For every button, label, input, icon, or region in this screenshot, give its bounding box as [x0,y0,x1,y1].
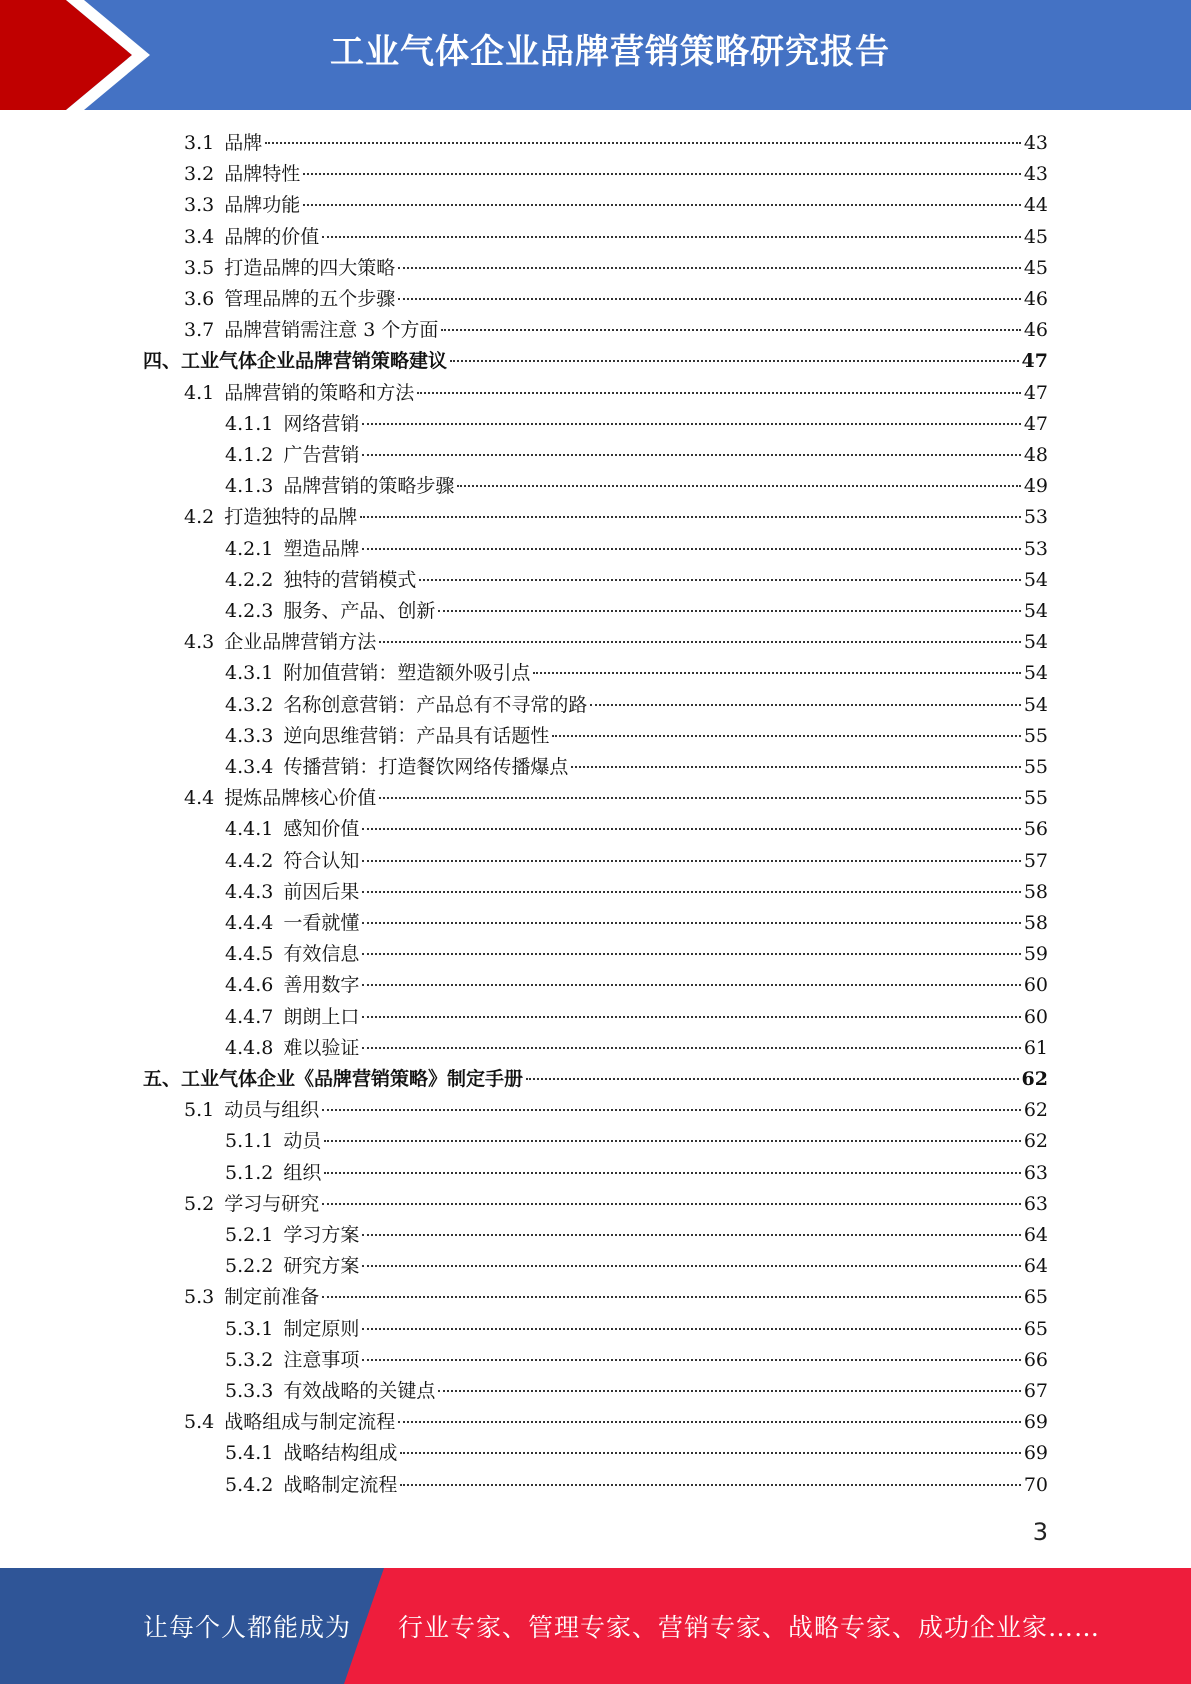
toc-entry-number: 4.4.4 [225,912,274,934]
toc-dot-leader [322,1109,1021,1111]
toc-entry[interactable] [143,1064,1048,1094]
toc-entry-number: 3.5 [184,256,215,279]
toc-entry-page: 56 [1023,818,1048,841]
toc-entry-title: 逆向思维营销：产品具有话题性 [283,724,550,747]
toc-entry[interactable] [225,1470,1048,1500]
toc-entry[interactable] [184,1282,1048,1312]
page-footer [0,1568,1191,1684]
toc-entry-number: 4.1.1 [225,412,274,435]
toc-entry-title: 善用数字 [283,974,360,997]
toc-entry-number: 3.3 [184,194,215,217]
toc-entry[interactable] [143,346,1048,376]
toc-entry-title: 注意事项 [283,1348,360,1371]
toc-entry[interactable] [184,284,1048,314]
toc-entry-number: 4.2.3 [225,600,274,622]
toc-dot-leader [438,1390,1020,1392]
toc-entry[interactable] [225,596,1048,626]
toc-entry-title: 品牌功能 [224,194,301,217]
toc-entry-number: 3.4 [184,225,215,248]
toc-entry-title: 前因后果 [283,880,360,903]
toc-entry-page: 63 [1023,1192,1048,1215]
toc-entry-number: 4.4.5 [225,943,274,966]
toc-dot-leader [362,1234,1020,1236]
toc-entry-title: 研究方案 [283,1255,360,1278]
toc-entry-number: 5.2.2 [225,1255,274,1278]
toc-entry-page: 62 [1021,1068,1048,1090]
toc-dot-leader [362,860,1020,862]
toc-entry-number: 4.4.8 [225,1036,274,1059]
toc-entry-page: 58 [1023,912,1048,934]
toc-entry-title: 品牌营销的策略和方法 [224,381,415,404]
toc-entry-title: 品牌 [224,132,263,154]
toc-dot-leader [362,1328,1020,1330]
toc-entry[interactable] [225,970,1048,1000]
toc-entry-number: 4.1 [184,381,215,404]
toc-entry-title: 品牌营销的策略步骤 [283,475,455,498]
toc-entry[interactable] [184,190,1048,220]
toc-dot-leader [379,797,1021,799]
toc-entry-page: 64 [1023,1255,1048,1278]
toc-entry-page: 69 [1023,1442,1048,1465]
toc-dot-leader [362,1047,1020,1049]
toc-entry[interactable] [184,1407,1048,1437]
toc-entry-title: 附加值营销：塑造额外吸引点 [283,662,531,685]
toc-entry-number: 4.1.2 [225,444,274,466]
toc-dot-leader [552,735,1020,737]
toc-entry-number: 3.1 [184,132,215,154]
toc-entry-title: 学习与研究 [224,1192,320,1215]
toc-entry-title: 品牌营销需注意 3 个方面 [224,319,439,342]
toc-entry-number: 4.4.6 [225,974,274,997]
toc-entry-page: 44 [1023,194,1048,217]
toc-entry[interactable] [225,440,1048,470]
toc-entry-page: 54 [1023,662,1048,685]
toc-dot-leader [398,1421,1021,1423]
toc-entry[interactable] [225,752,1048,782]
toc-entry-page: 60 [1023,1005,1048,1028]
toc-entry-page: 54 [1023,631,1048,654]
toc-entry-page: 54 [1023,568,1048,591]
toc-entry-page: 57 [1023,849,1048,872]
toc-entry-title: 打造品牌的四大策略 [224,256,396,279]
toc-entry-page: 54 [1023,693,1048,716]
toc-entry-title: 有效战略的关键点 [283,1380,436,1402]
toc-entry-title: 管理品牌的五个步骤 [224,288,396,310]
toc-dot-leader [362,891,1020,893]
toc-entry[interactable] [225,1251,1048,1281]
toc-entry-number: 4.3 [184,631,215,654]
toc-dot-leader [362,953,1020,955]
toc-entry[interactable] [225,409,1048,439]
toc-dot-leader [324,1172,1020,1174]
toc-entry-title: 品牌特性 [224,163,301,186]
toc-dot-leader [324,1140,1020,1142]
toc-entry-number: 4.4.3 [225,880,274,903]
toc-dot-leader [322,1296,1021,1298]
toc-entry-title: 动员 [283,1130,322,1153]
toc-entry-number: 4.4 [184,787,215,810]
toc-dot-leader [362,828,1020,830]
toc-entry-page: 60 [1023,974,1048,997]
toc-entry-number: 5.2.1 [225,1224,274,1246]
toc-entry-title: 服务、产品、创新 [283,600,436,622]
toc-entry-number: 5.1.1 [225,1130,274,1153]
toc-entry-title: 一看就懂 [283,912,360,934]
toc-entry-page: 69 [1023,1411,1048,1434]
toc-entry-title: 提炼品牌核心价值 [224,787,377,810]
toc-dot-leader [450,360,1019,362]
toc-dot-leader [590,704,1020,706]
page-header [0,0,1191,110]
toc-dot-leader [322,1203,1021,1205]
toc-entry-page: 47 [1023,381,1048,404]
toc-entry-number: 3.7 [184,319,215,342]
toc-entry-title: 战略制定流程 [283,1473,398,1496]
toc-entry[interactable] [225,690,1048,720]
toc-entry-number: 4.3.1 [225,662,274,685]
toc-entry-number: 5.4.2 [225,1473,274,1496]
toc-dot-leader [362,454,1020,456]
toc-entry-title: 学习方案 [283,1224,360,1246]
toc-entry[interactable] [225,1314,1048,1344]
toc-dot-leader [398,267,1021,269]
toc-entry[interactable] [225,1376,1048,1406]
toc-entry[interactable] [184,502,1048,532]
toc-dot-leader [322,236,1021,238]
footer-slogan-left: 让每个人都能成为 [143,1613,352,1642]
toc-entry[interactable] [225,1220,1048,1250]
toc-entry-title: 广告营销 [283,444,360,466]
toc-entry[interactable] [184,378,1048,408]
toc-entry-number: 5.1.2 [225,1161,274,1184]
toc-dot-leader [303,204,1021,206]
toc-entry-page: 63 [1023,1161,1048,1184]
toc-dot-leader [362,1265,1020,1267]
toc-entry-title: 符合认知 [283,849,360,872]
toc-dot-leader [398,298,1021,300]
toc-entry-page: 65 [1023,1286,1048,1309]
toc-entry-number: 3.6 [184,288,215,310]
toc-dot-leader [571,766,1020,768]
toc-dot-leader [362,1016,1020,1018]
report-title: 工业气体企业品牌营销策略研究报告 [330,32,890,72]
toc-dot-leader [441,329,1020,331]
toc-dot-leader [362,548,1020,550]
toc-entry-number: 4.3.2 [225,693,274,716]
toc-entry-page: 53 [1023,506,1048,529]
toc-entry-title: 战略组成与制定流程 [224,1411,396,1434]
toc-entry-number: 4.2 [184,506,215,529]
toc-entry-page: 46 [1023,288,1048,310]
page-number: 3 [1032,1518,1048,1546]
toc-dot-leader [457,485,1020,487]
toc-entry[interactable] [225,1002,1048,1032]
toc-entry-page: 61 [1023,1036,1048,1059]
toc-dot-leader [438,610,1020,612]
toc-entry-page: 66 [1023,1348,1048,1371]
toc-entry-title: 朗朗上口 [283,1005,360,1028]
toc-dot-leader [303,173,1021,175]
toc-entry[interactable] [225,877,1048,907]
toc-entry-number: 5.4 [184,1411,215,1434]
toc-entry[interactable] [225,939,1048,969]
toc-entry-number: 4.4.2 [225,849,274,872]
toc-entry[interactable] [184,315,1048,345]
toc-entry-page: 49 [1023,475,1048,498]
toc-entry-page: 48 [1023,444,1048,466]
toc-entry-page: 70 [1023,1473,1048,1496]
toc-entry-number: 5.2 [184,1192,215,1215]
toc-dot-leader [417,392,1021,394]
toc-entry[interactable] [225,908,1048,938]
toc-entry-page: 55 [1023,756,1048,778]
toc-entry-title: 有效信息 [283,943,360,966]
toc-entry[interactable] [225,658,1048,688]
toc-dot-leader [400,1484,1020,1486]
toc-entry[interactable] [225,846,1048,876]
toc-entry[interactable] [225,1126,1048,1156]
toc-entry-page: 59 [1023,943,1048,966]
toc-entry[interactable] [184,253,1048,283]
toc-dot-leader [533,672,1020,674]
toc-dot-leader [362,984,1020,986]
toc-entry-page: 43 [1023,132,1048,154]
toc-entry-title: 打造独特的品牌 [224,506,358,529]
toc-entry-number: 4.4.1 [225,818,274,841]
toc-dot-leader [360,516,1021,518]
chevron-logo-icon [0,0,160,110]
toc-entry-page: 45 [1023,225,1048,248]
toc-entry-number: 4.3.4 [225,756,274,778]
toc-dot-leader [362,423,1020,425]
toc-entry[interactable] [184,159,1048,189]
toc-entry-title: 传播营销：打造餐饮网络传播爆点 [283,756,569,778]
toc-dot-leader [362,1359,1020,1361]
toc-entry[interactable] [225,471,1048,501]
toc-entry[interactable] [225,1033,1048,1063]
toc-dot-leader [526,1078,1019,1080]
toc-entry-title: 品牌的价值 [224,225,320,248]
toc-entry-number: 4.4.7 [225,1005,274,1028]
toc-dot-leader [362,922,1020,924]
toc-entry-page: 65 [1023,1317,1048,1340]
toc-entry[interactable] [184,128,1048,158]
toc-entry-page: 54 [1023,600,1048,622]
toc-dot-leader [419,579,1020,581]
toc-entry[interactable] [225,1438,1048,1468]
toc-entry[interactable] [184,222,1048,252]
toc-entry[interactable] [184,783,1048,813]
toc-entry-title: 五、工业气体企业《品牌营销策略》制定手册 [143,1068,524,1090]
toc-entry-title: 动员与组织 [224,1099,320,1122]
toc-entry-page: 55 [1023,787,1048,810]
footer-slogan-right: 行业专家、管理专家、营销专家、战略专家、成功企业家…… [398,1613,1101,1642]
toc-entry-title: 塑造品牌 [283,537,360,560]
toc-entry[interactable] [184,1095,1048,1125]
toc-dot-leader [379,641,1021,643]
toc-entry-number: 4.3.3 [225,724,274,747]
toc-dot-leader [265,142,1021,144]
toc-entry-page: 67 [1023,1380,1048,1402]
toc-entry-title: 四、工业气体企业品牌营销策略建议 [143,350,448,373]
toc-entry-title: 名称创意营销：产品总有不寻常的路 [283,693,588,716]
toc-entry-page: 62 [1023,1099,1048,1122]
toc-entry-title: 感知价值 [283,818,360,841]
toc-entry-page: 45 [1023,256,1048,279]
toc-entry[interactable] [225,1158,1048,1188]
toc-entry-number: 5.3 [184,1286,215,1309]
toc-entry-number: 4.1.3 [225,475,274,498]
toc-entry[interactable] [225,721,1048,751]
toc-entry[interactable] [225,814,1048,844]
toc-entry-number: 5.3.3 [225,1380,274,1402]
toc-entry-number: 4.2.2 [225,568,274,591]
toc-entry-title: 难以验证 [283,1036,360,1059]
toc-entry[interactable] [184,1189,1048,1219]
toc-entry-page: 47 [1023,412,1048,435]
toc-entry[interactable] [225,1345,1048,1375]
toc-entry-number: 5.4.1 [225,1442,274,1465]
toc-entry-page: 58 [1023,880,1048,903]
toc-entry-title: 制定前准备 [224,1286,320,1309]
toc-entry-number: 5.1 [184,1099,215,1122]
toc-entry-page: 46 [1023,319,1048,342]
toc-entry-page: 53 [1023,537,1048,560]
toc-entry[interactable] [225,565,1048,595]
toc-entry-number: 3.2 [184,163,215,186]
toc-entry-title: 独特的营销模式 [283,568,417,591]
toc-entry-page: 43 [1023,163,1048,186]
toc-entry-title: 组织 [283,1161,322,1184]
toc-entry-page: 62 [1023,1130,1048,1153]
toc-entry[interactable] [225,534,1048,564]
toc-entry-page: 55 [1023,724,1048,747]
toc-entry-number: 5.3.2 [225,1348,274,1371]
toc-entry-title: 制定原则 [283,1317,360,1340]
toc-entry-title: 企业品牌营销方法 [224,631,377,654]
toc-entry-number: 5.3.1 [225,1317,274,1340]
toc-entry-page: 47 [1021,350,1048,373]
toc-entry-number: 4.2.1 [225,537,274,560]
toc-entry-page: 64 [1023,1224,1048,1246]
toc-entry[interactable] [184,627,1048,657]
toc-entry-title: 战略结构组成 [283,1442,398,1465]
toc-entry-title: 网络营销 [283,412,360,435]
toc-dot-leader [400,1452,1020,1454]
